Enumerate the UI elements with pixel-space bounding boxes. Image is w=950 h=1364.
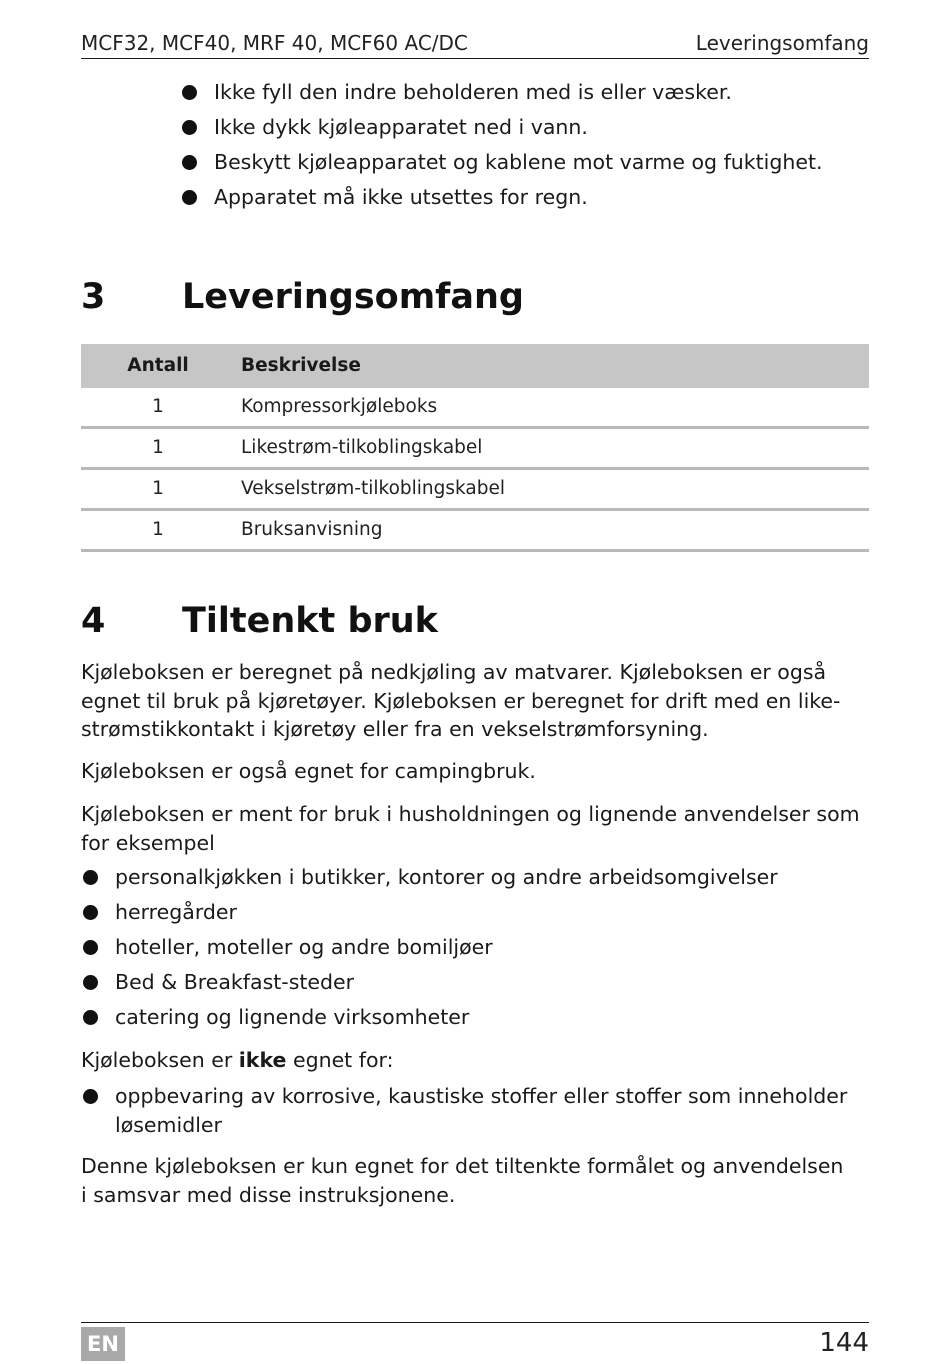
intended-use-paragraph: [81, 658, 871, 744]
list-item: Ikke fyll den indre beholderen med is eller væsker.: [182, 75, 823, 110]
not-suitable-paragraph: [81, 1046, 871, 1075]
list-item: hoteller, moteller og andre bomiljøer: [81, 930, 871, 965]
not-suitable-list: [81, 1082, 871, 1139]
list-item-line: oppbevaring av korrosive, kaustiske stoffer eller stoffer som inneholder: [115, 1084, 848, 1108]
not-suitable-suffix: egnet for:: [286, 1048, 394, 1072]
not-emphasis: ikke: [238, 1048, 287, 1072]
cell-description: Vekselstrøm-tilkoblingskabel: [241, 478, 506, 499]
list-item: Apparatet må ikke utsettes for regn.: [182, 180, 823, 215]
page-footer: [81, 1322, 869, 1363]
delivery-scope-table: [81, 344, 869, 552]
closing-paragraph: [81, 1152, 871, 1209]
cell-description: Likestrøm-tilkoblingskabel: [241, 437, 483, 458]
paragraph-line: Denne kjøleboksen er kun egnet for det tiltenkte formålet og anvendelsen: [81, 1154, 844, 1178]
paragraph-line: i samsvar med disse instruksjonene.: [81, 1182, 456, 1207]
page-number: 144: [819, 1328, 869, 1358]
list-item: herregårder: [81, 895, 871, 930]
section-3-title: Leveringsomfang: [182, 277, 524, 317]
paragraph-line: egnet til bruk på kjøretøyer. Kjøleboksen er beregnet for drift med en like-: [81, 688, 841, 713]
safety-bullet-list: [182, 75, 823, 215]
section-4-title: Tiltenkt bruk: [182, 601, 438, 641]
paragraph-line: Kjøleboksen er beregnet på nedkjøling av matvarer. Kjøleboksen er også: [81, 660, 827, 684]
paragraph-line: Kjøleboksen er ment for bruk i husholdningen og lignende anvendelser som: [81, 802, 860, 826]
list-item-line: løsemidler: [115, 1112, 222, 1137]
language-badge: EN: [81, 1327, 125, 1361]
page-header: [81, 30, 869, 59]
header-section-name: Leveringsomfang: [695, 31, 869, 55]
list-item: personalkjøkken i butikker, kontorer og andre arbeidsomgivelser: [81, 860, 871, 895]
column-header-quantity: Antall: [127, 355, 189, 376]
column-header-description: Beskrivelse: [241, 355, 361, 376]
table-header-row: [81, 344, 869, 388]
header-model-names: MCF32, MCF40, MRF 40, MCF60 AC/DC: [81, 31, 468, 55]
section-3-number: 3: [81, 277, 106, 317]
cell-quantity: 1: [152, 396, 164, 417]
cell-quantity: 1: [152, 478, 164, 499]
household-paragraph: [81, 800, 871, 857]
list-item: catering og lignende virksomheter: [81, 1000, 871, 1035]
cell-description: Bruksanvisning: [241, 519, 383, 540]
table-row: [81, 388, 869, 429]
cell-quantity: 1: [152, 437, 164, 458]
table-row: [81, 511, 869, 552]
cell-description: Kompressorkjøleboks: [241, 396, 438, 417]
section-4-number: 4: [81, 601, 106, 641]
camping-paragraph: Kjøleboksen er også egnet for campingbruk.: [81, 759, 536, 783]
household-use-list: [81, 860, 871, 1035]
cell-quantity: 1: [152, 519, 164, 540]
list-item: Ikke dykk kjøleapparatet ned i vann.: [182, 110, 823, 145]
list-item: [81, 1082, 871, 1139]
list-item: Bed & Breakfast-steder: [81, 965, 871, 1000]
list-item: Beskytt kjøleapparatet og kablene mot varme og fuktighet.: [182, 145, 823, 180]
table-row: [81, 429, 869, 470]
paragraph-line: strømstikkontakt i kjøretøy eller fra en vekselstrømforsyning.: [81, 717, 709, 741]
not-suitable-prefix: Kjøleboksen er: [81, 1048, 239, 1072]
table-row: [81, 470, 869, 511]
paragraph-line: for eksempel: [81, 830, 215, 855]
